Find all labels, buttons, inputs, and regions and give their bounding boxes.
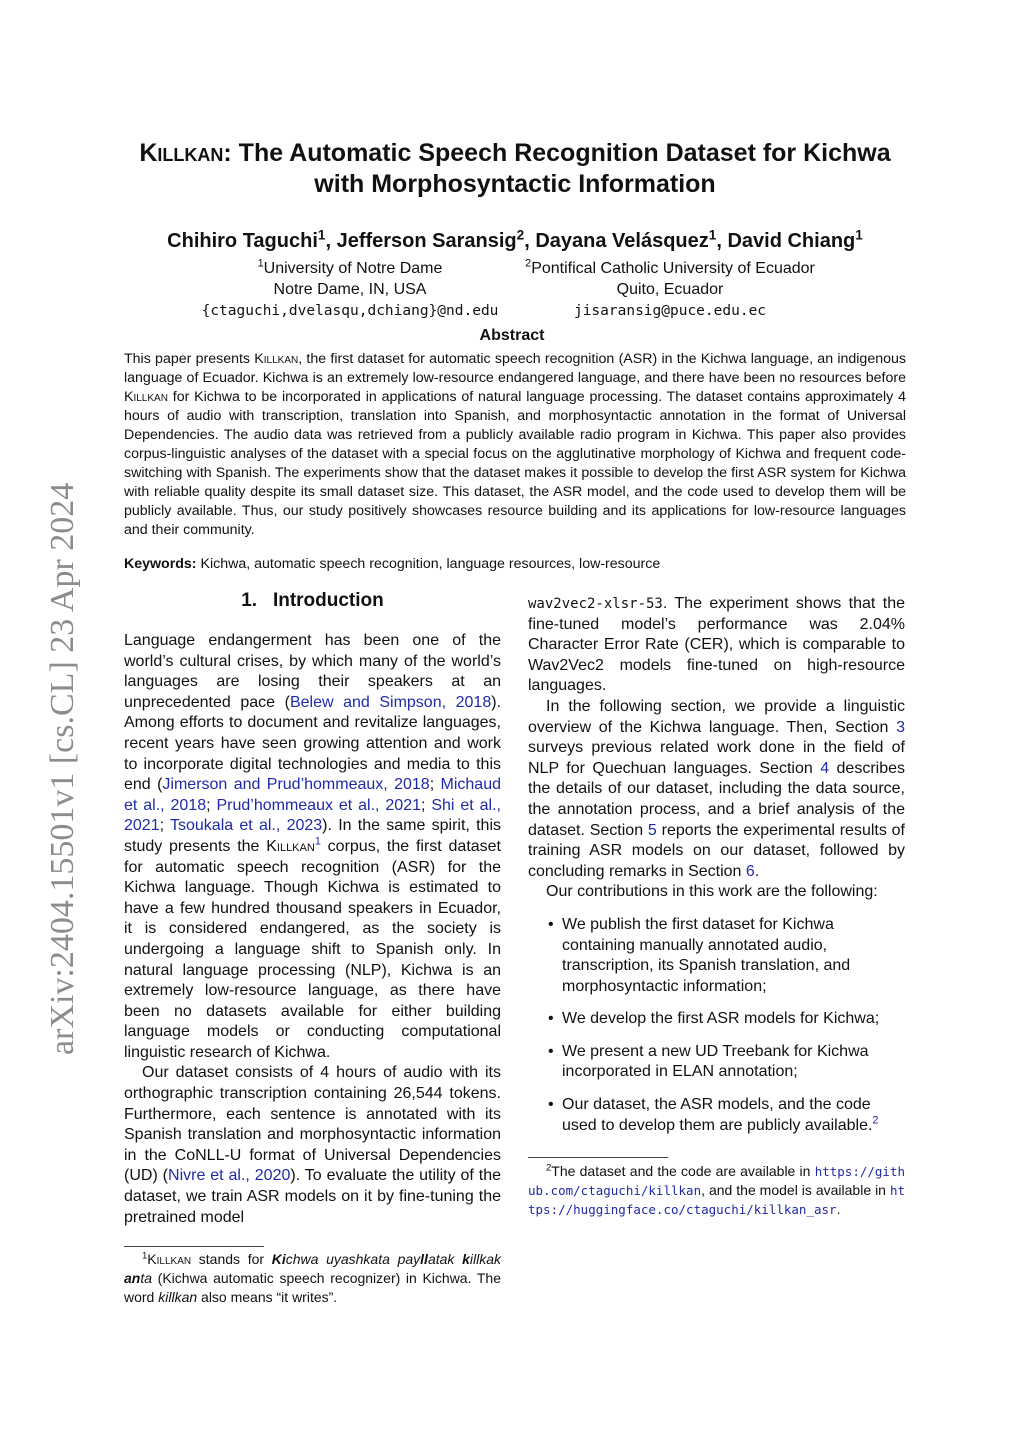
abstract-dataset-name: Killkan [124,389,168,405]
list-item [548,1009,905,1030]
author-affiliation-mark: 1 [708,227,717,243]
dataset-name: Killkan [147,1251,192,1267]
text-segment: ; [421,796,432,814]
abstract-heading: Abstract [479,327,545,344]
affiliation-email[interactable]: {ctaguchi,dvelasqu,dchiang}@nd.edu [201,303,499,319]
acronym-letter: an [124,1270,141,1286]
footnote-marker[interactable]: 2 [872,1114,879,1127]
text-segment: . The experiment shows that the fine-tuned model’s performance was 2.04% Character Error Rate (CER), which is comparable to Wav2Vec2 models fine-tuned on high-resource languages. [528,595,905,695]
model-name: wav2vec2-xlsr-53 [528,596,663,612]
text-segment: corpus, the first dataset for automatic speech recognition (ASR) for the Kichwa language. Though Kichwa is estimated to have a few hundred thousand speakers in Ecuador, it is considered endangered, as the society is undergoing a language shift to Spanish only. In natural language processing (NLP), Kichwa is an extremely low-resource language, as there have been no datasets available for either building language models or conducting computational linguistic research of Kichwa. [124,837,501,1061]
section-number: 1. [241,590,258,611]
list-item [548,1095,905,1136]
citation-link[interactable]: Michaud et al., 2018 [124,776,501,814]
text-segment: ). In the same spirit, this study presents the [124,817,502,855]
right-column [528,594,905,1148]
github-url-link[interactable]: https://github.com/ctaguchi/killkan [528,1164,905,1198]
abstract-text-segment: This paper presents [124,351,255,367]
abstract-text-segment: for Kichwa to be incorporated in applications of natural language processing. The dataset contains approximately 4 hours of audio with transcription, translation into Spanish, and morphosyntactic annotation in the format of Universal Dependencies. The audio data was retrieved from a publicly available radio program in Kichwa. This paper also provides corpus-linguistic analyses of the dataset with a special focus on the agglutinative morphology of Kichwa and frequent code-switching with Spanish. The experiments show that the dataset makes it possible to develop the first ASR system for Kichwa with reliable quality despite its small dataset size. This dataset, the ASR model, and the code used to develop them will be publicly available. Thus, our study positively showcases resource building and its applications for low-resource languages and their community. [124,389,906,538]
text-segment: atak [427,1251,463,1267]
text-segment: ; [159,817,170,835]
text-segment: (Kichwa automatic speech recognizer) in Kichwa. The word [124,1270,501,1305]
title-dataset-name: Killkan [139,139,224,167]
author-affiliation-mark: 2 [516,227,525,243]
text-segment: reports the experimental results of training ASR models on our dataset, followed by concluding remarks in Section [528,821,905,880]
affiliation-location: Notre Dame, IN, USA [273,281,427,298]
acronym-letter: k [462,1251,470,1267]
author-list [100,227,930,253]
text-segment: In the following section, we provide a linguistic overview of the Kichwa language. Then, Section [528,697,905,736]
abstract-body [124,350,906,540]
affiliation-number: 2 [525,257,532,270]
list-item-text: We present a new UD Treebank for Kichwa incorporated in ELAN annotation; [562,1042,869,1081]
text-segment: . [754,862,760,880]
author-name: Chihiro Taguchi [167,230,318,252]
acronym-letter: ll [420,1251,428,1267]
title-line2: with Morphosyntactic Information [314,170,716,198]
text-segment: ; [206,796,217,814]
abstract-dataset-name: Killkan [254,351,299,367]
text-segment: describes the details of our dataset, including the data source, the annotation process, and a brief analysis of the dataset. Section [528,759,906,839]
section-ref-link[interactable]: 5 [647,821,657,839]
affiliation-email[interactable]: jisaransig@puce.edu.ec [573,303,767,319]
affiliation-2 [500,258,840,322]
section-title: Introduction [272,590,384,611]
citation-link[interactable]: Tsoukala et al., 2023 [170,817,323,835]
text-segment: illkak [469,1251,501,1267]
intro-paragraph-4 [528,697,905,882]
section-ref-link[interactable]: 6 [745,862,755,880]
citation-link[interactable]: Shi et al., 2021 [124,796,501,835]
bullet-icon: • [548,915,554,933]
list-item [548,1042,905,1083]
citation-link[interactable]: Jimerson and Prud’hommeaux, 2018 [162,776,430,794]
bullet-icon: • [548,1096,554,1114]
citation-link[interactable]: Nivre et al., 2020 [168,1167,291,1185]
footnote-marker[interactable]: 1 [314,835,321,848]
author-separator: , [325,230,337,252]
text-segment: ; [429,776,441,794]
author-name: David Chiang [727,230,856,252]
abstract-text-segment: , the first dataset for automatic speech recognition (ASR) in the Kichwa language, an indigenous language of Ecuador. Kichwa is an extremely low-resource endangered language, and there have been no resources before [124,351,906,386]
author-name: Dayana Velásquez [535,230,709,252]
text-segment: surveys previous related work done in the field of NLP for Quechuan languages. Section [528,739,905,777]
text-segment: Our dataset consists of 4 hours of audio with its orthographic transcription containing 26,544 tokens. Furthermore, each sentence is annotated with its Spanish translation and morphosyntactic information in the CoNLL-U format of Universal Dependencies (UD) ( [124,1064,501,1185]
list-item-text: Our dataset, the ASR models, and the code used to develop them are publicly available. [562,1096,873,1134]
text-segment: ). To evaluate the utility of the dataset, we train ASR models on it by fine-tuning the pretrained model [124,1167,502,1226]
arxiv-identifier: arXiv:2404.15501v1 [cs.CL] 23 Apr 2024 [44,482,81,1055]
author-affiliation-mark: 1 [317,227,326,243]
affiliation-institution: Pontifical Catholic University of Ecuador [531,260,815,277]
section-heading [124,590,501,612]
text-segment: , and the model is available in [701,1182,890,1198]
author-name: Jefferson Saransig [336,230,517,252]
intro-paragraph-5: Our contributions in this work are the following: [546,883,878,901]
keywords-text: Kichwa, automatic speech recognition, language resources, low-resource [200,556,661,572]
intro-paragraph-3 [528,594,905,697]
footnote-1 [124,1250,501,1307]
huggingface-url-link[interactable]: https://huggingface.co/ctaguchi/killkan_asr [528,1183,905,1217]
footnote-rule [528,1157,668,1158]
footnote-rule [124,1246,264,1247]
dataset-name: Killkan [266,837,315,855]
author-affiliation-mark: 1 [855,227,863,243]
affiliation-1 [190,258,510,322]
intro-paragraph-1 [124,631,501,1063]
text-segment: stands for [191,1251,272,1267]
bullet-icon: • [548,1010,554,1028]
affiliation-institution: University of Notre Dame [263,260,443,277]
affiliation-location: Quito, Ecuador [616,281,724,298]
section-ref-link[interactable]: 4 [820,759,830,777]
footnote-number: 2 [546,1162,552,1174]
list-item-text: We develop the first ASR models for Kichwa; [562,1010,880,1028]
affiliation-number: 1 [257,257,264,270]
footnote-2 [528,1162,905,1219]
left-column [124,631,501,1228]
author-separator: , [524,230,536,252]
text-segment: killkan [158,1289,198,1305]
bullet-icon: • [548,1042,554,1060]
text-segment: The dataset and the code are available in [551,1163,815,1179]
section-ref-link[interactable]: 3 [896,718,905,736]
title-line1: : The Automatic Speech Recognition Dataset for Kichwa [223,139,891,167]
text-segment: ta [140,1270,153,1286]
footnote-number: 1 [142,1250,148,1262]
list-item [548,915,905,997]
citation-link[interactable]: Prud’hommeaux et al., 2021 [216,796,421,814]
text-segment: also means “it writes”. [197,1289,338,1305]
text-segment: Language endangerment has been one of the world’s cultural crises, by which many of the world’s languages are losing their speakers at an unprecedented pace ( [124,632,501,711]
citation-link[interactable]: Belew and Simpson, 2018 [289,693,492,711]
contributions-list [528,915,905,1136]
acronym-letter: Ki [271,1251,286,1267]
keywords [124,556,906,572]
list-item-text: We publish the first dataset for Kichwa containing manually annotated audio, transcription, its Spanish translation, and morphosyntactic information; [562,915,851,995]
text-segment: ). Among efforts to document and revitalize languages, recent years have seen growing attention and work to incorporate digital technologies and media to this end ( [124,693,502,794]
author-separator: , [716,230,728,252]
text-segment: chwa uyashkata pay [285,1251,421,1267]
keywords-label: Keywords: [124,556,197,572]
intro-paragraph-2 [124,1063,501,1228]
paper-title [100,138,930,200]
text-segment: . [836,1201,841,1217]
